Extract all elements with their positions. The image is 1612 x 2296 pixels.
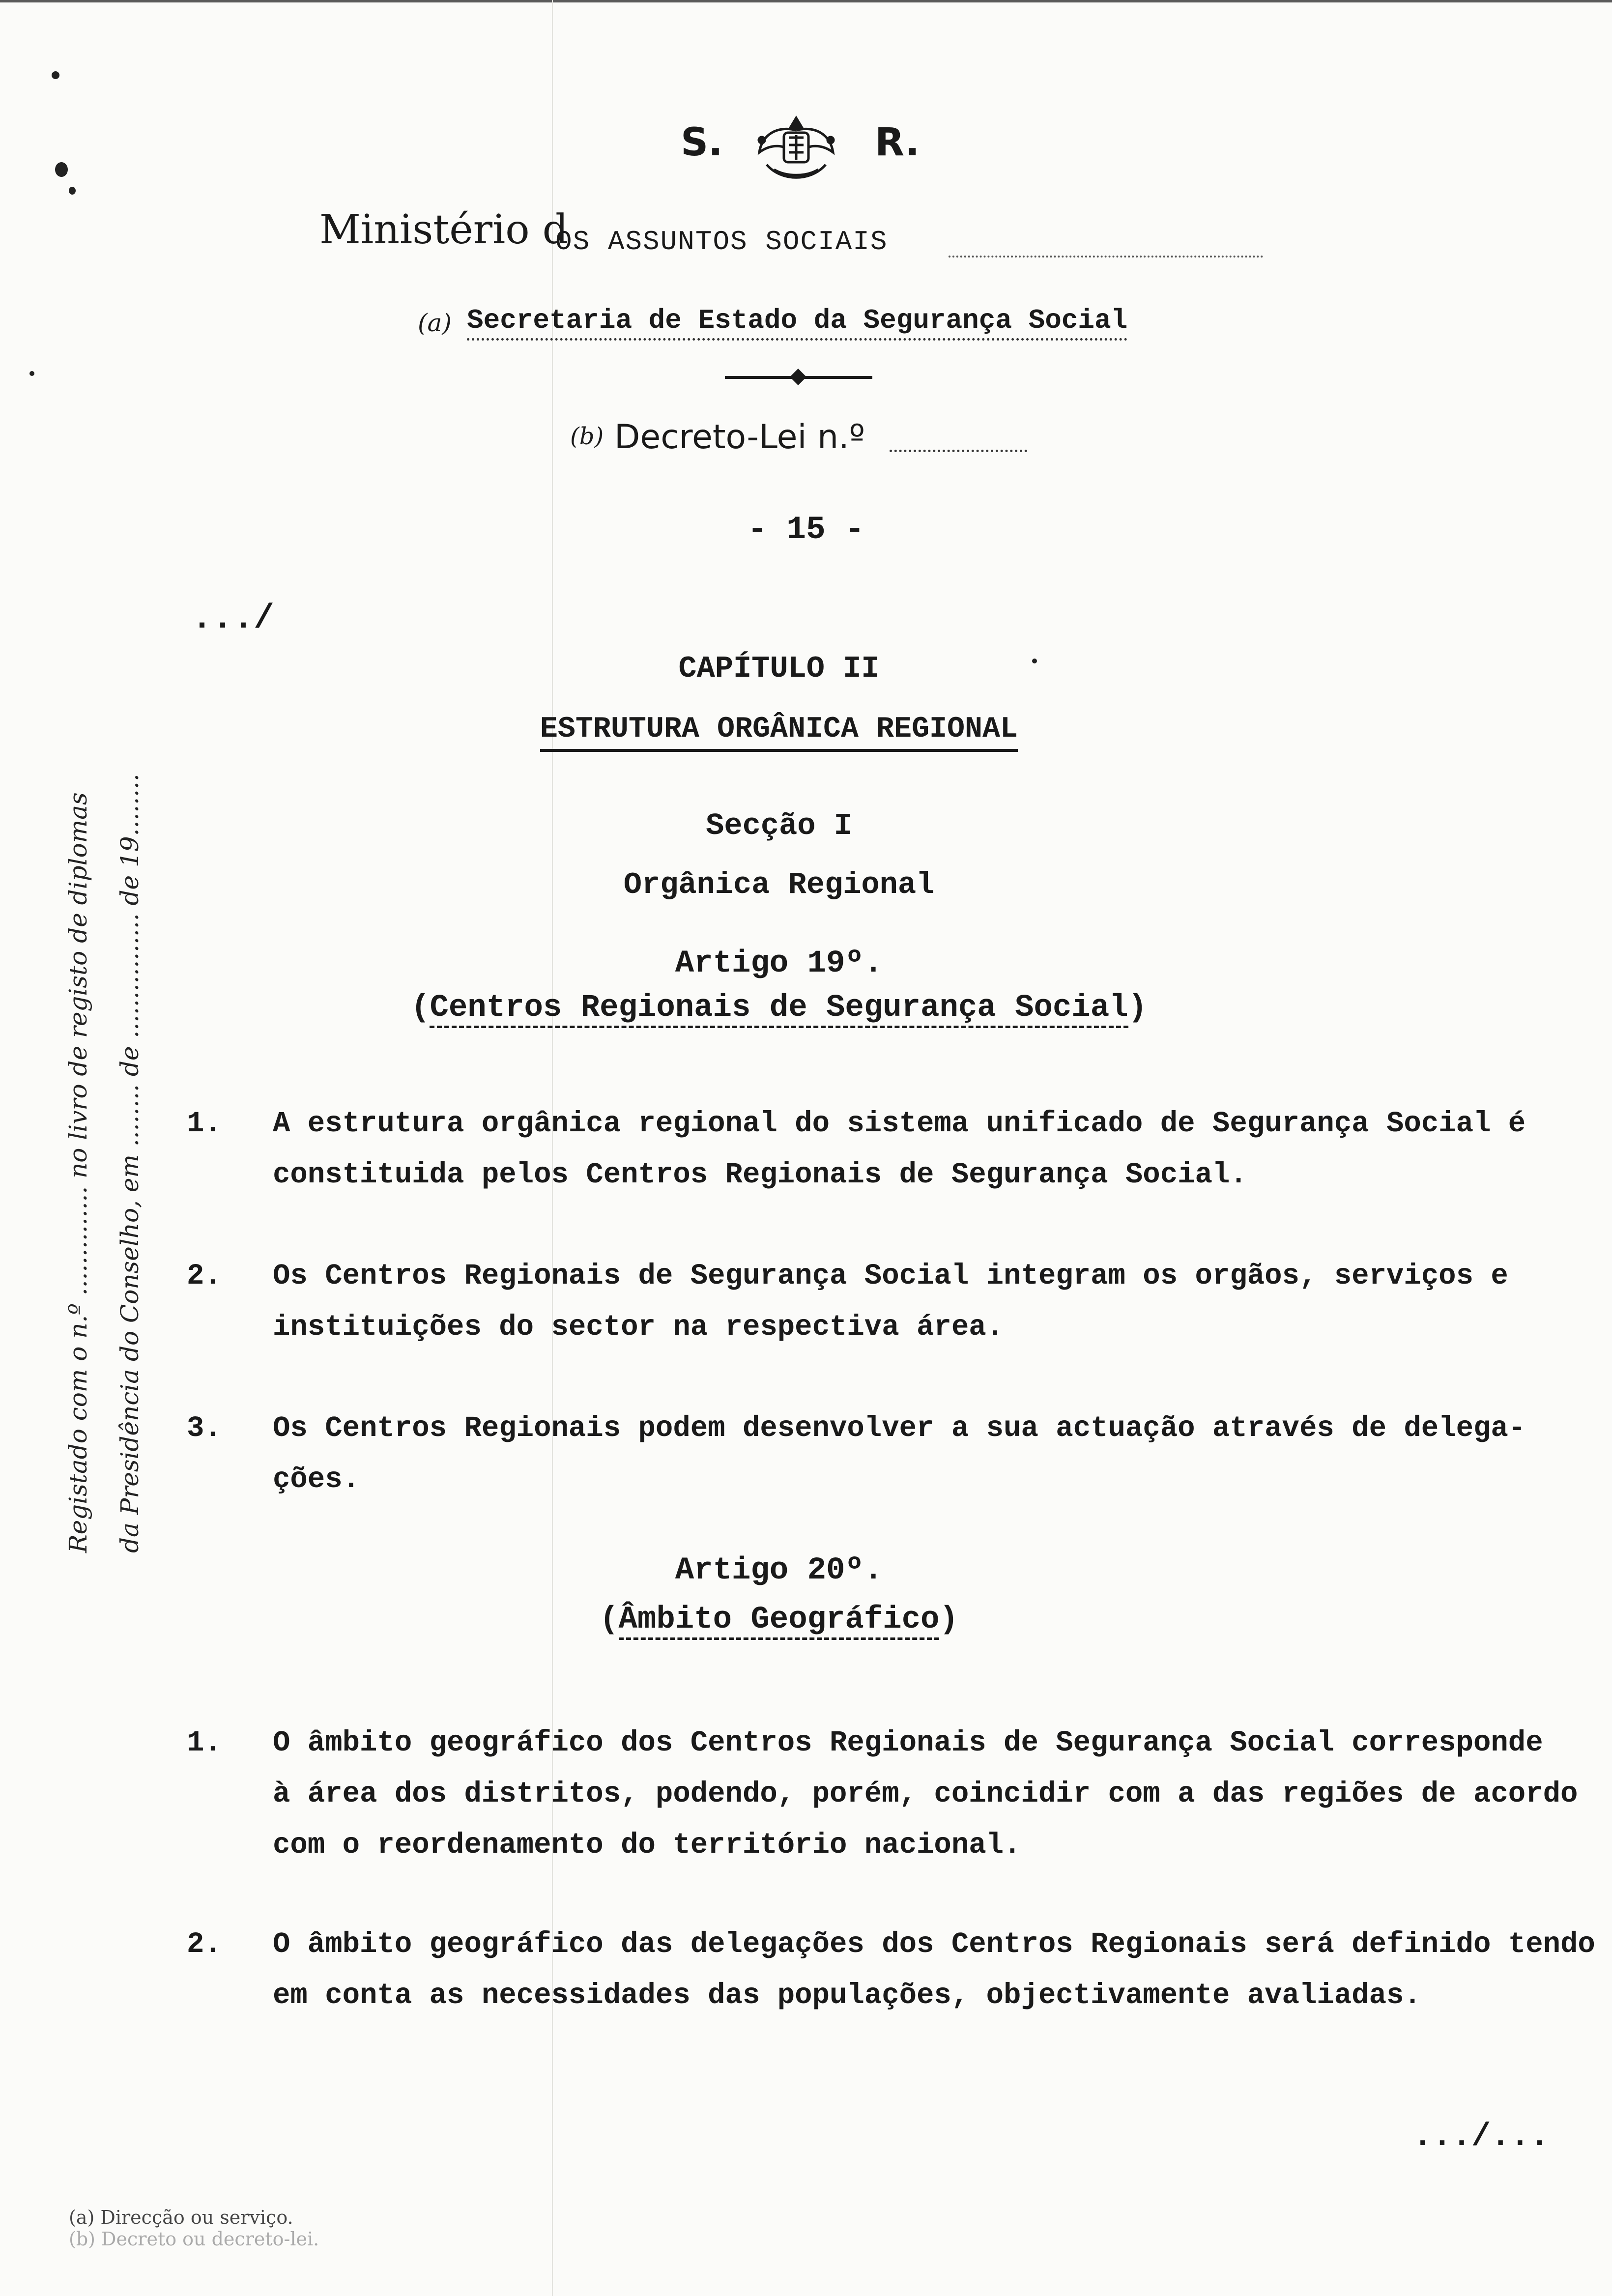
footnote-marker-a: (a) <box>418 309 452 337</box>
paragraph-number: 2. <box>187 1928 222 1961</box>
paragraph-line: O âmbito geográfico dos Centros Regionais de Segurança Social corresponde <box>273 1726 1543 1759</box>
paragraph-line: constituida pelos Centros Regionais de Segurança Social. <box>273 1158 1247 1191</box>
continuation-marker-bottom: .../... <box>1413 2118 1550 2155</box>
paragraph-number: 2. <box>187 1260 222 1292</box>
ministry-dotted-line <box>949 256 1263 258</box>
article-20-subtitle <box>0 1602 1558 1637</box>
continuation-marker-top: .../ <box>192 600 275 638</box>
paragraph-line: em conta as necessidades das populações, objectivamente avaliadas. <box>273 1979 1421 2012</box>
coat-of-arms-icon <box>747 111 845 184</box>
paren-close: ) <box>939 1602 958 1637</box>
page-number: - 15 - <box>748 511 864 548</box>
paragraph-line: Os Centros Regionais podem desenvolver a sua actuação através de delega- <box>273 1412 1526 1445</box>
footnote-marker-b: (b) <box>570 423 604 450</box>
paragraph-number: 3. <box>187 1412 222 1445</box>
paragraph-line: ções. <box>273 1463 360 1496</box>
divider-diamond-icon <box>790 369 806 385</box>
article-19-subtitle <box>0 990 1558 1026</box>
seal-letter-r: R. <box>875 120 920 165</box>
ministry-label: Ministério d <box>319 206 569 253</box>
article-20-title: Artigo 20º. <box>675 1553 883 1588</box>
paren-open: ( <box>600 1602 619 1637</box>
top-scan-edge <box>0 0 1612 2</box>
margin-note-line-1: Registado com o n.º .............. no livro de registo de diplomas <box>64 792 92 1553</box>
paragraph-number: 1. <box>187 1726 222 1759</box>
margin-note-line-2: da Presidência do Conselho, em ........ de ................ de 19........ <box>115 774 144 1553</box>
margin-registration-note <box>64 619 211 1553</box>
decreto-dotted-line <box>890 450 1027 452</box>
paragraph-line: à área dos distritos, podendo, porém, coincidir com a das regiões de acordo <box>273 1778 1578 1810</box>
footnote-b: (b) Decreto ou decreto-lei. <box>69 2228 319 2250</box>
decreto-line <box>570 418 1042 457</box>
article-19-title: Artigo 19º. <box>675 946 883 981</box>
secretaria-line <box>418 305 1184 344</box>
ministry-value: OS ASSUNTOS SOCIAIS <box>555 226 888 258</box>
article-19-subtitle-text: Centros Regionais de Segurança Social <box>430 990 1128 1028</box>
chapter-title: CAPÍTULO II <box>678 651 880 686</box>
decreto-label: Decreto-Lei n.º <box>614 418 865 457</box>
footnotes <box>69 2207 319 2250</box>
scan-speck <box>69 187 76 195</box>
paragraph-line: com o reordenamento do território nacional. <box>273 1829 1021 1862</box>
paragraph-line: Os Centros Regionais de Segurança Social integram os orgãos, serviços e <box>273 1260 1508 1292</box>
paragraph-line: O âmbito geográfico das delegações dos Centros Regionais será definido tendo <box>273 1928 1595 1961</box>
footnote-a: (a) Direcção ou serviço. <box>69 2207 293 2228</box>
paragraph-line: A estrutura orgânica regional do sistema unificado de Segurança Social é <box>273 1107 1526 1140</box>
chapter-subtitle-text: ESTRUTURA ORGÂNICA REGIONAL <box>540 713 1018 752</box>
paren-open: ( <box>411 990 430 1026</box>
paragraph-line: instituições do sector na respectiva área. <box>273 1311 1004 1344</box>
ministry-line <box>319 206 1278 265</box>
article-20-subtitle-text: Âmbito Geográfico <box>619 1602 940 1640</box>
seal-header <box>0 111 1612 174</box>
paren-close: ) <box>1128 990 1147 1026</box>
scan-speck <box>52 71 59 79</box>
paragraph-number: 1. <box>187 1107 222 1140</box>
section-title: Secção I <box>706 808 852 843</box>
chapter-subtitle <box>0 713 1558 746</box>
section-subtitle: Orgânica Regional <box>623 867 935 902</box>
scan-speck <box>29 371 34 376</box>
seal-letter-s: S. <box>681 120 723 165</box>
secretaria-value: Secretaria de Estado da Segurança Social <box>467 305 1127 341</box>
